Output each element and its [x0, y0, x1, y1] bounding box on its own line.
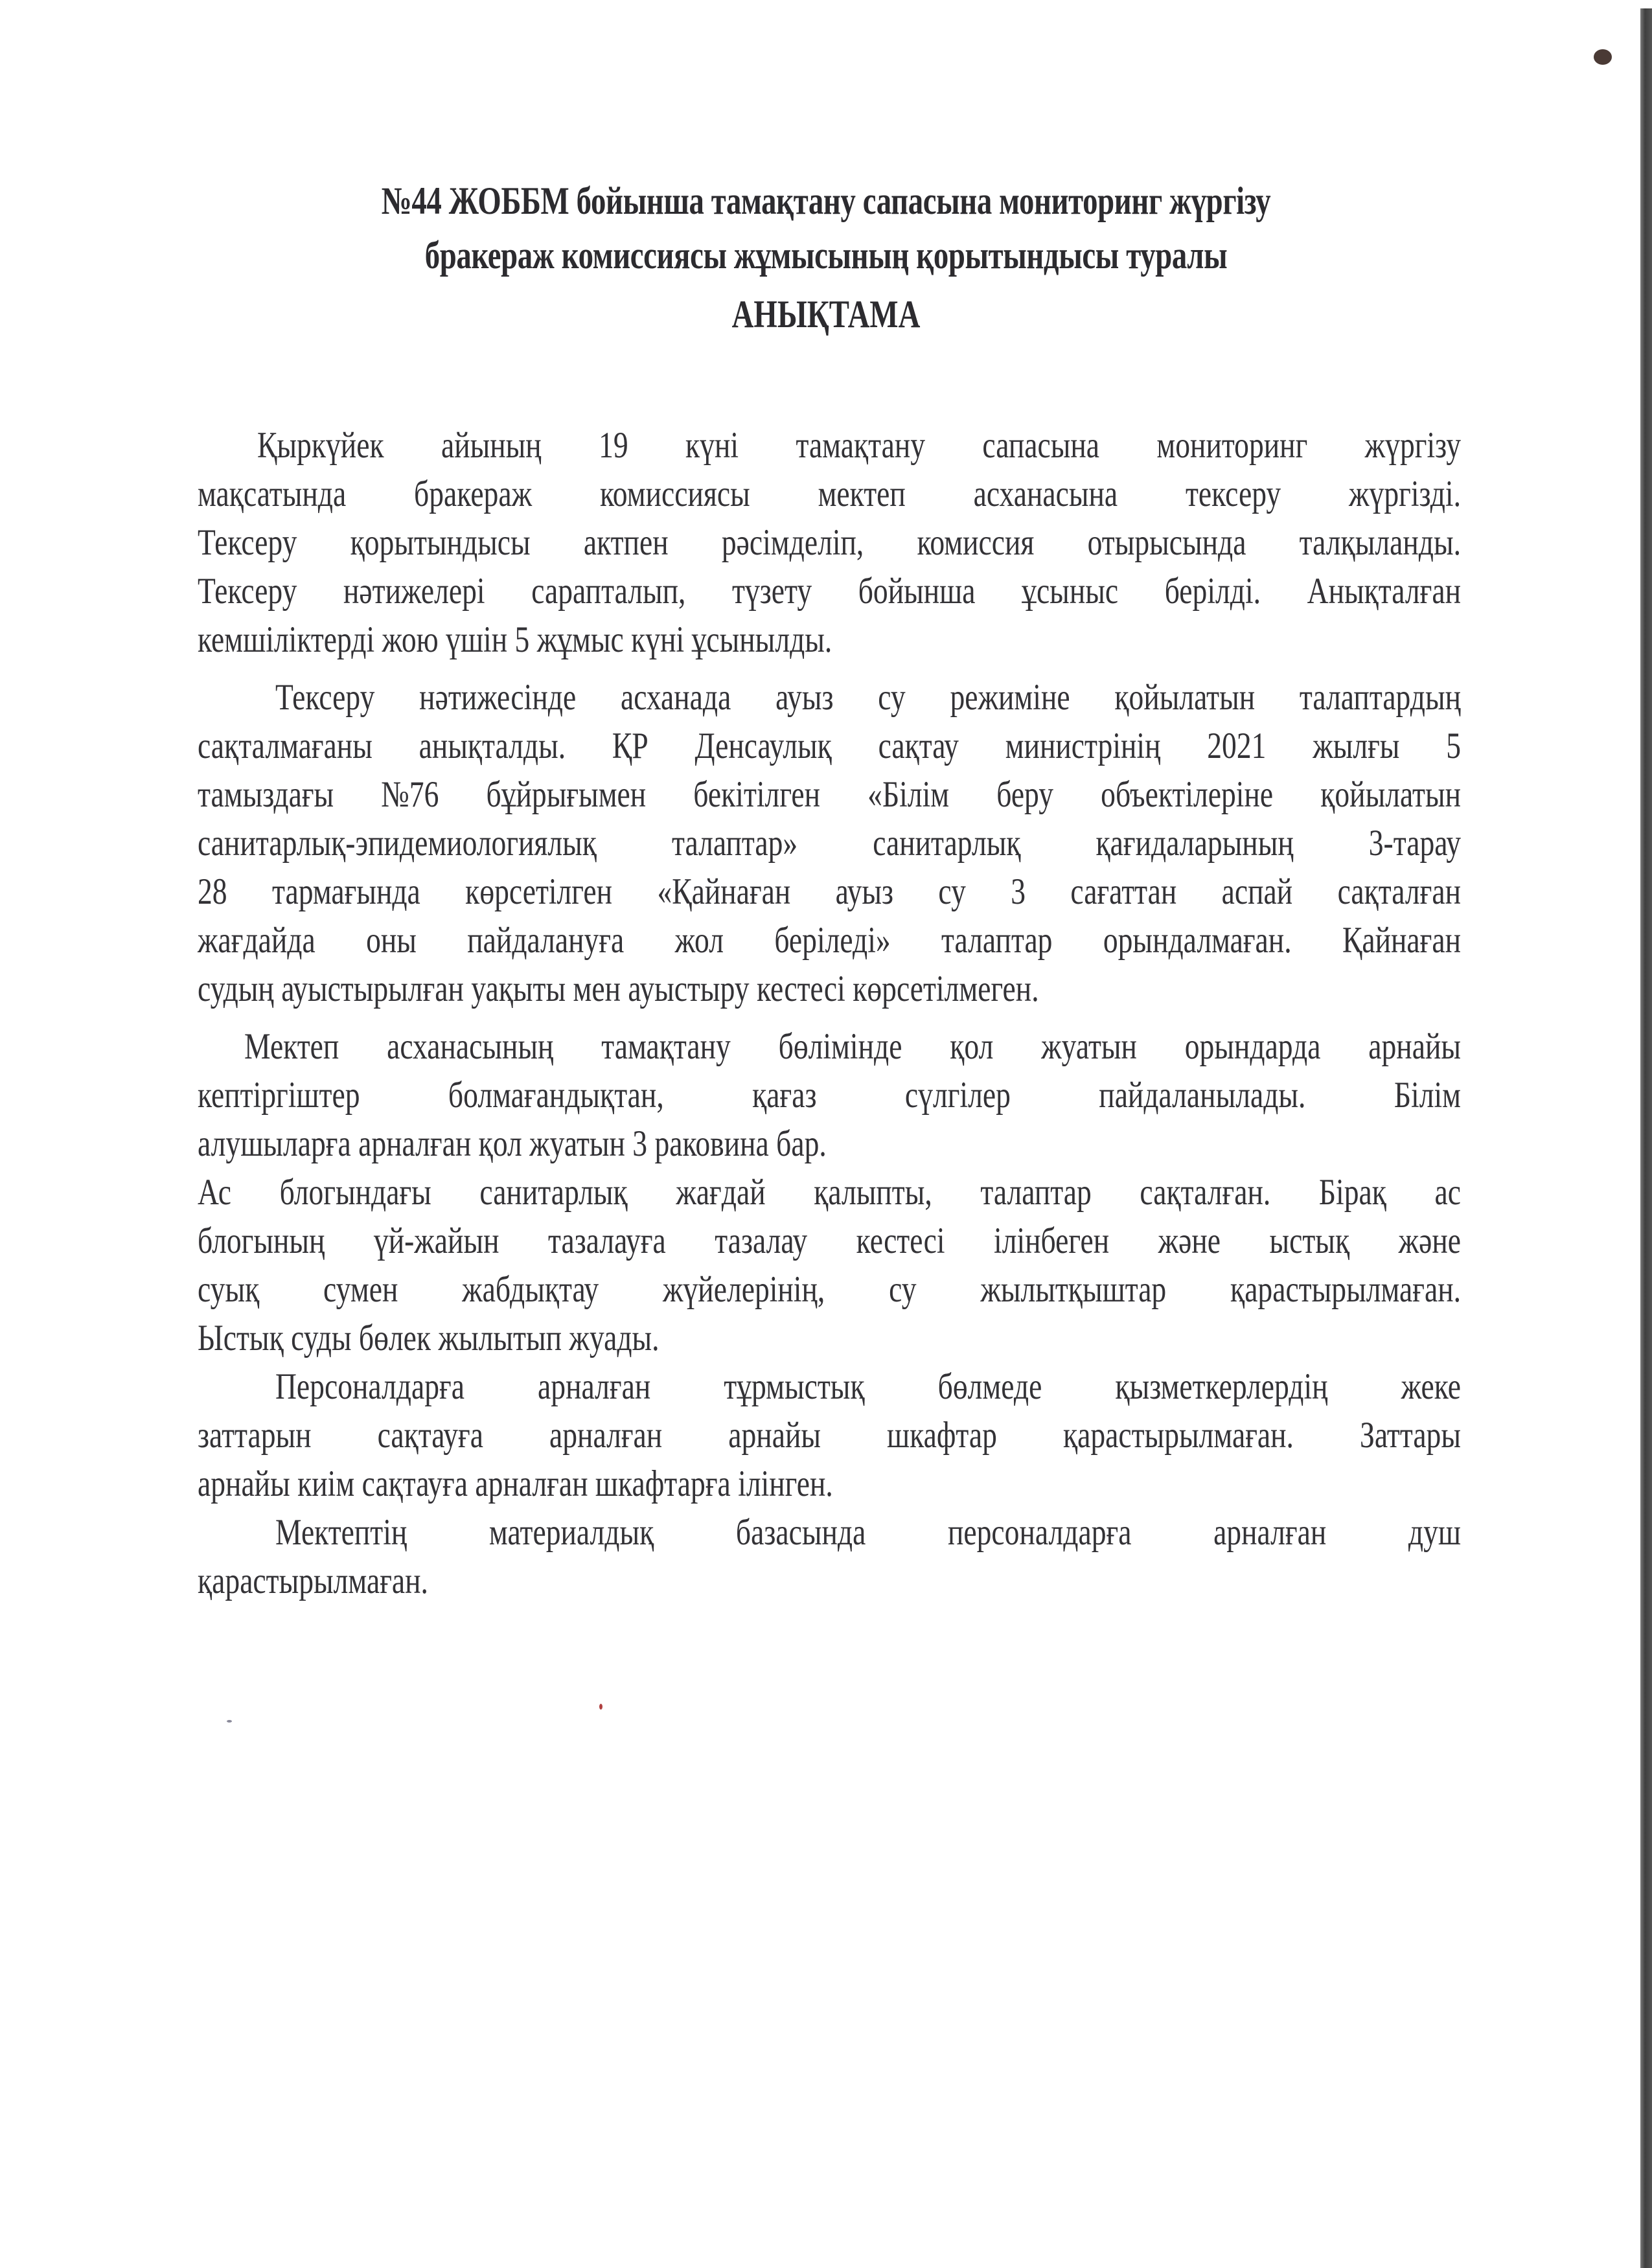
- paragraph-line-text: Тексеру нәтижелері сарапталып, түзету бойынша ұсыныс берілді. Анықталған: [198, 571, 1461, 612]
- paragraph-line: [198, 615, 1461, 664]
- paragraph-line-text: сақталмағаны анықталды. ҚР Денсаулық сақтау министрінің 2021 жылғы 5: [198, 726, 1461, 766]
- paragraph-line-text: судың ауыстырылған уақыты мен ауыстыру кестесі көрсетілмеген.: [198, 968, 1039, 1009]
- paragraph-line: [198, 421, 1461, 470]
- document-title: [0, 174, 1652, 282]
- paragraph-line-text: заттарын сақтауға арналған арнайы шкафтар қарастырылмаған. Заттары: [198, 1415, 1461, 1456]
- document-body: [198, 421, 1461, 1605]
- title-line: №44 ЖОББМ бойынша тамақтану сапасына мониторинг жүргізу: [381, 179, 1271, 222]
- paragraph-line: [198, 470, 1461, 518]
- title-line: бракераж комиссиясы жұмысының қорытындысы туралы: [424, 234, 1228, 277]
- paragraph-line-text: жағдайда оны пайдалануға жол беріледі» талаптар орындалмаған. Қайнаған: [198, 920, 1461, 961]
- paragraph-line: [198, 1508, 1461, 1557]
- paragraph-line: [198, 1557, 1461, 1605]
- paragraph-line-text: Персоналдарға арналған тұрмыстық бөлмеде қызметкерлердің жеке: [275, 1366, 1461, 1407]
- scan-speck: [227, 1720, 232, 1723]
- paragraph-line: [198, 1071, 1461, 1119]
- paragraph-line: [198, 1362, 1461, 1411]
- paragraph-line: [198, 965, 1461, 1013]
- paragraph-line-text: Мектептің материалдық базасында персоналдарға арналған душ: [275, 1512, 1461, 1553]
- paragraph-line-text: блогының үй-жайын тазалауға тазалау кестесі ілінбеген және ыстық және: [198, 1220, 1461, 1261]
- paragraph-line-text: Қыркүйек айының 19 күні тамақтану сапасына мониторинг жүргізу: [257, 425, 1461, 466]
- paragraph-line: [198, 567, 1461, 615]
- paragraph-line-text: қарастырылмаған.: [198, 1561, 428, 1601]
- paragraph-line-text: алушыларға арналған қол жуатын 3 раковина бар.: [198, 1123, 827, 1164]
- document-heading: АНЫҚТАМА: [731, 293, 921, 336]
- paragraph-line: [198, 867, 1461, 916]
- paragraph-line-text: 28 тармағында көрсетілген «Қайнаған ауыз су 3 сағаттан аспай сақталған: [198, 871, 1461, 912]
- paragraph-line: [198, 673, 1461, 722]
- paragraph-line-text: Тексеру нәтижесінде асханада ауыз су режиміне қойылатын талаптардың: [275, 677, 1461, 718]
- scan-edge: [1640, 8, 1652, 2268]
- paragraph-line: [198, 1314, 1461, 1362]
- paragraph-line-text: санитарлық-эпидемиологиялық талаптар» санитарлық қағидаларының 3-тарау: [198, 823, 1461, 864]
- paragraph-line-text: кемшіліктерді жою үшін 5 жұмыс күні ұсынылды.: [198, 619, 832, 660]
- paragraph-line: [198, 1119, 1461, 1168]
- paragraph-line: [198, 1022, 1461, 1071]
- paragraph-line-text: суық сумен жабдықтау жүйелерінің, су жылытқыштар қарастырылмаған.: [198, 1269, 1461, 1310]
- paragraph-line: [198, 1168, 1461, 1217]
- paragraph-line-text: Мектеп асханасының тамақтану бөлімінде қол жуатын орындарда арнайы: [244, 1026, 1461, 1067]
- paragraph-line-text: Тексеру қорытындысы актпен рәсімделіп, комиссия отырысында талқыланды.: [198, 522, 1461, 563]
- paragraph-line-text: мақсатында бракераж комиссиясы мектеп асханасына тексеру жүргізді.: [198, 474, 1461, 514]
- paragraph-line: [198, 1217, 1461, 1265]
- paragraph-line: [198, 1460, 1461, 1508]
- paragraph-line-text: Ыстық суды бөлек жылытып жуады.: [198, 1318, 660, 1358]
- paragraph-line-text: арнайы киім сақтауға арналған шкафтарға ілінген.: [198, 1463, 833, 1504]
- paragraph-gap: [198, 1013, 1461, 1022]
- paragraph-gap: [198, 664, 1461, 673]
- paragraph-line: [198, 1411, 1461, 1460]
- paragraph-line: [198, 916, 1461, 965]
- paragraph-line-text: Ас блогындағы санитарлық жағдай қалыпты, талаптар сақталған. Бірақ ас: [198, 1172, 1461, 1213]
- paragraph-line-text: тамыздағы №76 бұйрығымен бекітілген «Білім беру объектілеріне қойылатын: [198, 774, 1461, 815]
- paragraph-line: [198, 1265, 1461, 1314]
- paragraph-line-text: кептіргіштер болмағандықтан, қағаз сүлгілер пайдаланылады. Білім: [198, 1075, 1461, 1116]
- scan-speck: [599, 1704, 602, 1710]
- paragraph-line: [198, 819, 1461, 867]
- scan-speck: [1594, 49, 1612, 65]
- paragraph-line: [198, 770, 1461, 819]
- paragraph-line: [198, 722, 1461, 770]
- paragraph-line: [198, 518, 1461, 567]
